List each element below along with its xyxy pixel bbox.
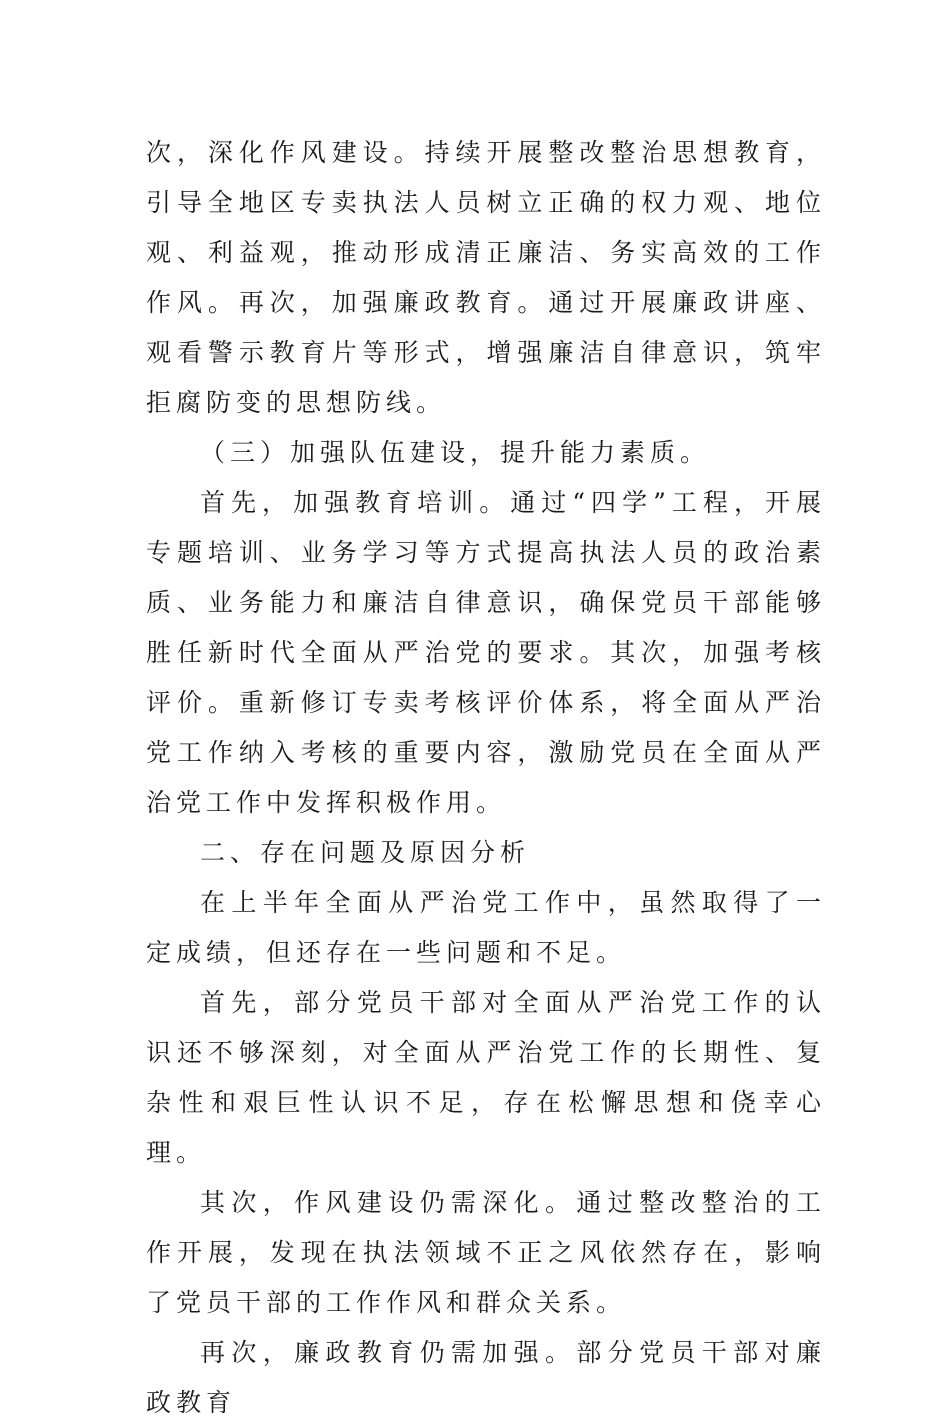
document-body [146, 128, 826, 1428]
paragraph-second-problem: 其次，作风建设仍需深化。通过整改整治的工作开展，发现在执法领域不正之风依然存在，影响了党员干部的工作作风和群众关系。 [146, 1188, 826, 1317]
paragraph-first-problem: 首先，部分党员干部对全面从严治党工作的认识还不够深刻，对全面从严治党工作的长期性、复杂性和艰巨性认识不足，存在松懈思想和侥幸心理。 [146, 988, 826, 1167]
paragraph-third-problem: 再次，廉政教育仍需加强。部分党员干部对廉政教育 [146, 1338, 826, 1417]
section-heading-team-building: （三）加强队伍建设，提升能力素质。 [200, 438, 711, 467]
section-heading-problems: 二、存在问题及原因分析 [200, 838, 531, 867]
paragraph-problems-intro: 在上半年全面从严治党工作中，虽然取得了一定成绩，但还存在一些问题和不足。 [146, 888, 826, 967]
paragraph-continuation: 次，深化作风建设。持续开展整改整治思想教育，引导全地区专卖执法人员树立正确的权力观、地位观、利益观，推动形成清正廉洁、务实高效的工作作风。再次，加强廉政教育。通过开展廉政讲座、观看警示教育片等形式，增强廉洁自律意识，筑牢拒腐防变的思想防线。 [146, 138, 826, 417]
paragraph-training: 首先，加强教育培训。通过“四学”工程，开展专题培训、业务学习等方式提高执法人员的政治素质、业务能力和廉洁自律意识，确保党员干部能够胜任新时代全面从严治党的要求。其次，加强考核评价。重新修订专卖考核评价体系，将全面从严治党工作纳入考核的重要内容，激励党员在全面从严治党工作中发挥积极作用。 [146, 488, 826, 817]
